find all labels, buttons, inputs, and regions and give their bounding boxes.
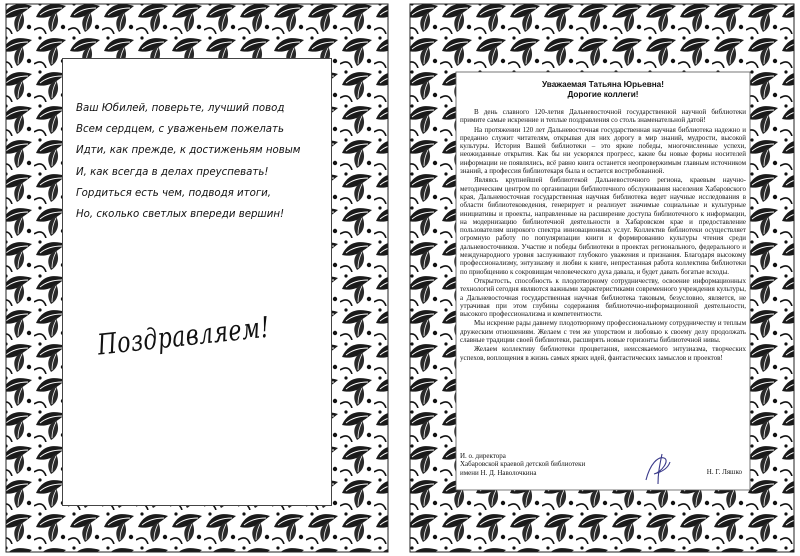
- signer-name: Н. Г. Ляшко: [706, 468, 742, 476]
- letter-paragraph: На протяжении 120 лет Дальневосточная государственная научная библиотека надежно и преданно служит читателям, открывая для них дорогу в мир знаний, мудрости, высокой культуры. История Вашей библиотеки – это яркие победы, многочисленные успехи, неожиданные открытия. Как бы ни ускорялся прогресс, какие бы новые формы носителей информации не появлялись, всё равно книга останется неопровержимым главным источником знаний, а профессия библиотекаря была и остается востребованной.: [460, 125, 746, 176]
- signer-title-line: И. о. директора: [460, 452, 506, 460]
- letter-paragraph: Желаем коллективу библиотеки процветания, неиссякаемого энтузиазма, творческих успехов, воплощения в жизнь самых ярких идей, фантастических замыслов и проектов!: [460, 345, 746, 362]
- salutation-line: Уважаемая Татьяна Юрьевна!: [542, 80, 664, 89]
- salutation: [460, 80, 746, 100]
- poem-line: Идти, как прежде, к достиженьям новым: [76, 145, 301, 157]
- signer-title-line: Хабаровской краевой детской библиотеки: [460, 460, 586, 469]
- congratulations-text: Поздравляем!: [96, 311, 272, 363]
- signature-block: [460, 452, 746, 488]
- poem-line: И, как всегда в делах преуспевать!: [76, 166, 269, 178]
- left-page: [0, 0, 394, 556]
- congratulations-heading: [96, 311, 326, 390]
- poem: [76, 98, 326, 225]
- poem-line: Но, сколько светлых впереди вершин!: [76, 209, 285, 221]
- right-page: [406, 0, 800, 556]
- poem-line: Гордиться есть чем, подводя итоги,: [76, 187, 272, 199]
- poem-line: Ваш Юбилей, поверьте, лучший повод: [76, 103, 285, 114]
- letter-paragraph: Мы искренне рады давнему плодотворному профессиональному сотрудничеству и теплым дружеским отношениям. Желаем с тем же упорством и любовью к своему делу продолжать славные традиции своей библиотеки, расширять новые горизонты библиотечной нивы.: [460, 319, 746, 345]
- poem-line: Всем сердцем, с уваженьем пожелать: [76, 124, 284, 136]
- salutation-line: Дорогие коллеги!: [567, 90, 639, 99]
- signer-title-line: имени Н. Д. Наволочкина: [460, 468, 537, 477]
- signer-title: [460, 452, 620, 477]
- letter-paragraph: Являясь крупнейшей библиотекой Дальневосточного региона, краевым научно-методическим центром по организации библиотечного обслуживания населения Хабаровского края, Дальневосточная государственная научная библиотека ведет научные исследования в области библиотековедения, генерирует и реализует значимые социальные и культурные инициативы и проекты, направленные на расширение доступа библиотечного к информации, на модернизацию библиотечной деятельности в Хабаровском крае и предоставление пользователям широкого спектра инновационных услуг. Коллектив библиотеки осуществляет огромную работу по популяризации книги и формированию культуры чтения среди дальневосточников. Участие и победы библиотеки в проектах регионального, федерального и международного уровня заслуживают глубокого уважения и признания. Благодаря высокому профессионализму, энтузиазму и любви к книге, непрестанная работа коллектива библиотеки по приобщению к сокровищам человеческого духа давала, и будет давать богатые всходы.: [460, 176, 746, 276]
- letter-paragraph: Открытость, способность к плодотворному сотрудничеству, освоение информационных технологий сегодня являются важными характеристиками современного учреждения культуры, а Дальневосточная государственная научная библиотека таковым, безусловно, является, не утрачивая при этом глубины содержания библиотечно-информационной деятельности, высокого профессионализма и компетентности.: [460, 276, 746, 319]
- letter-paragraph: В день славного 120-летия Дальневосточной государственной научной библиотеки примите самые искренние и теплые поздравления со столь знаменательной датой!: [460, 108, 746, 125]
- letter-body: [460, 80, 746, 363]
- handwritten-signature: [638, 450, 678, 490]
